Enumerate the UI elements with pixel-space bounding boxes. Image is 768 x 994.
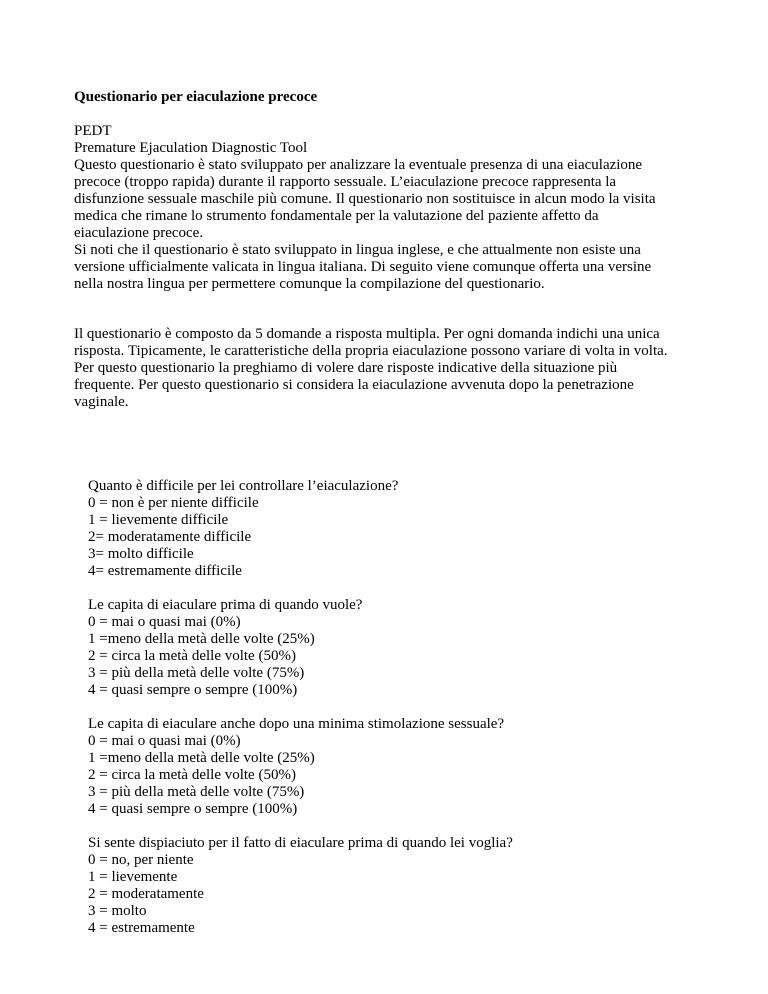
document-title: Questionario per eiaculazione precoce	[74, 89, 318, 105]
intro-line: Premature Ejaculation Diagnostic Tool	[74, 140, 308, 156]
instructions-line: Il questionario è composto da 5 domande a risposta multipla. Per ogni domanda indichi una unica	[74, 326, 660, 342]
intro-line: precoce (troppo rapida) durante il rapporto sessuale. L’eiaculazione precoce rappresenta la	[74, 174, 617, 190]
answer-option: 0 = no, per niente	[88, 852, 194, 868]
question-text: Quanto è difficile per lei controllare l’eiaculazione?	[88, 478, 399, 494]
answer-option: 4 = quasi sempre o sempre (100%)	[88, 682, 298, 698]
question-block	[88, 478, 704, 580]
intro-paragraph	[74, 123, 704, 293]
answer-option: 3 = più della metà delle volte (75%)	[88, 784, 305, 800]
question-block	[88, 716, 704, 818]
answer-option: 1 =meno della metà delle volte (25%)	[88, 750, 315, 766]
answer-option: 4= estremamente difficile	[88, 563, 242, 579]
answer-option: 2 = circa la metà delle volte (50%)	[88, 648, 296, 664]
question-text: Si sente dispiaciuto per il fatto di eiaculare prima di quando lei voglia?	[88, 835, 513, 851]
instructions-paragraph	[74, 326, 704, 411]
answer-option: 3= molto difficile	[88, 546, 194, 562]
answer-option: 1 = lievemente	[88, 869, 178, 885]
intro-line: medica che rimane lo strumento fondamentale per la valutazione del paziente affetto da	[74, 208, 599, 224]
answer-option: 2 = moderatamente	[88, 886, 204, 902]
answer-option: 3 = più della metà delle volte (75%)	[88, 665, 305, 681]
answer-option: 1 = lievemente difficile	[88, 512, 229, 528]
answer-option: 0 = mai o quasi mai (0%)	[88, 733, 241, 749]
intro-line: versione ufficialmente valicata in lingua italiana. Di seguito viene comunque offerta una versine	[74, 259, 652, 275]
intro-line: eiaculazione precoce.	[74, 225, 204, 241]
answer-option: 4 = estremamente	[88, 920, 195, 936]
intro-line: disfunzione sessuale maschile più comune. Il questionario non sostituisce in alcun modo la visita	[74, 191, 656, 207]
question-text: Le capita di eiaculare prima di quando vuole?	[88, 597, 363, 613]
document-content	[74, 89, 704, 937]
questions-list	[88, 478, 704, 937]
answer-option: 2= moderatamente difficile	[88, 529, 252, 545]
question-block	[88, 597, 704, 699]
answer-option: 3 = molto	[88, 903, 147, 919]
intro-line: Questo questionario è stato sviluppato per analizzare la eventuale presenza di una eiaculazione	[74, 157, 643, 173]
answer-option: 0 = non è per niente difficile	[88, 495, 259, 511]
instructions-line: risposta. Tipicamente, le caratteristiche della propria eiaculazione possono variare di volta in volta.	[74, 343, 668, 359]
instructions-line: vaginale.	[74, 394, 129, 410]
answer-option: 2 = circa la metà delle volte (50%)	[88, 767, 296, 783]
instructions-line: Per questo questionario la preghiamo di volere dare risposte indicative della situazione più	[74, 360, 618, 376]
answer-option: 4 = quasi sempre o sempre (100%)	[88, 801, 298, 817]
intro-line: PEDT	[74, 123, 112, 139]
question-block	[88, 835, 704, 937]
intro-line: nella nostra lingua per permettere comunque la compilazione del questionario.	[74, 276, 545, 292]
instructions-line: frequente. Per questo questionario si considera la eiaculazione avvenuta dopo la penetrazione	[74, 377, 634, 393]
intro-line: Si noti che il questionario è stato sviluppato in lingua inglese, e che attualmente non esiste una	[74, 242, 641, 258]
answer-option: 0 = mai o quasi mai (0%)	[88, 614, 241, 630]
answer-option: 1 =meno della metà delle volte (25%)	[88, 631, 315, 647]
question-text: Le capita di eiaculare anche dopo una minima stimolazione sessuale?	[88, 716, 505, 732]
